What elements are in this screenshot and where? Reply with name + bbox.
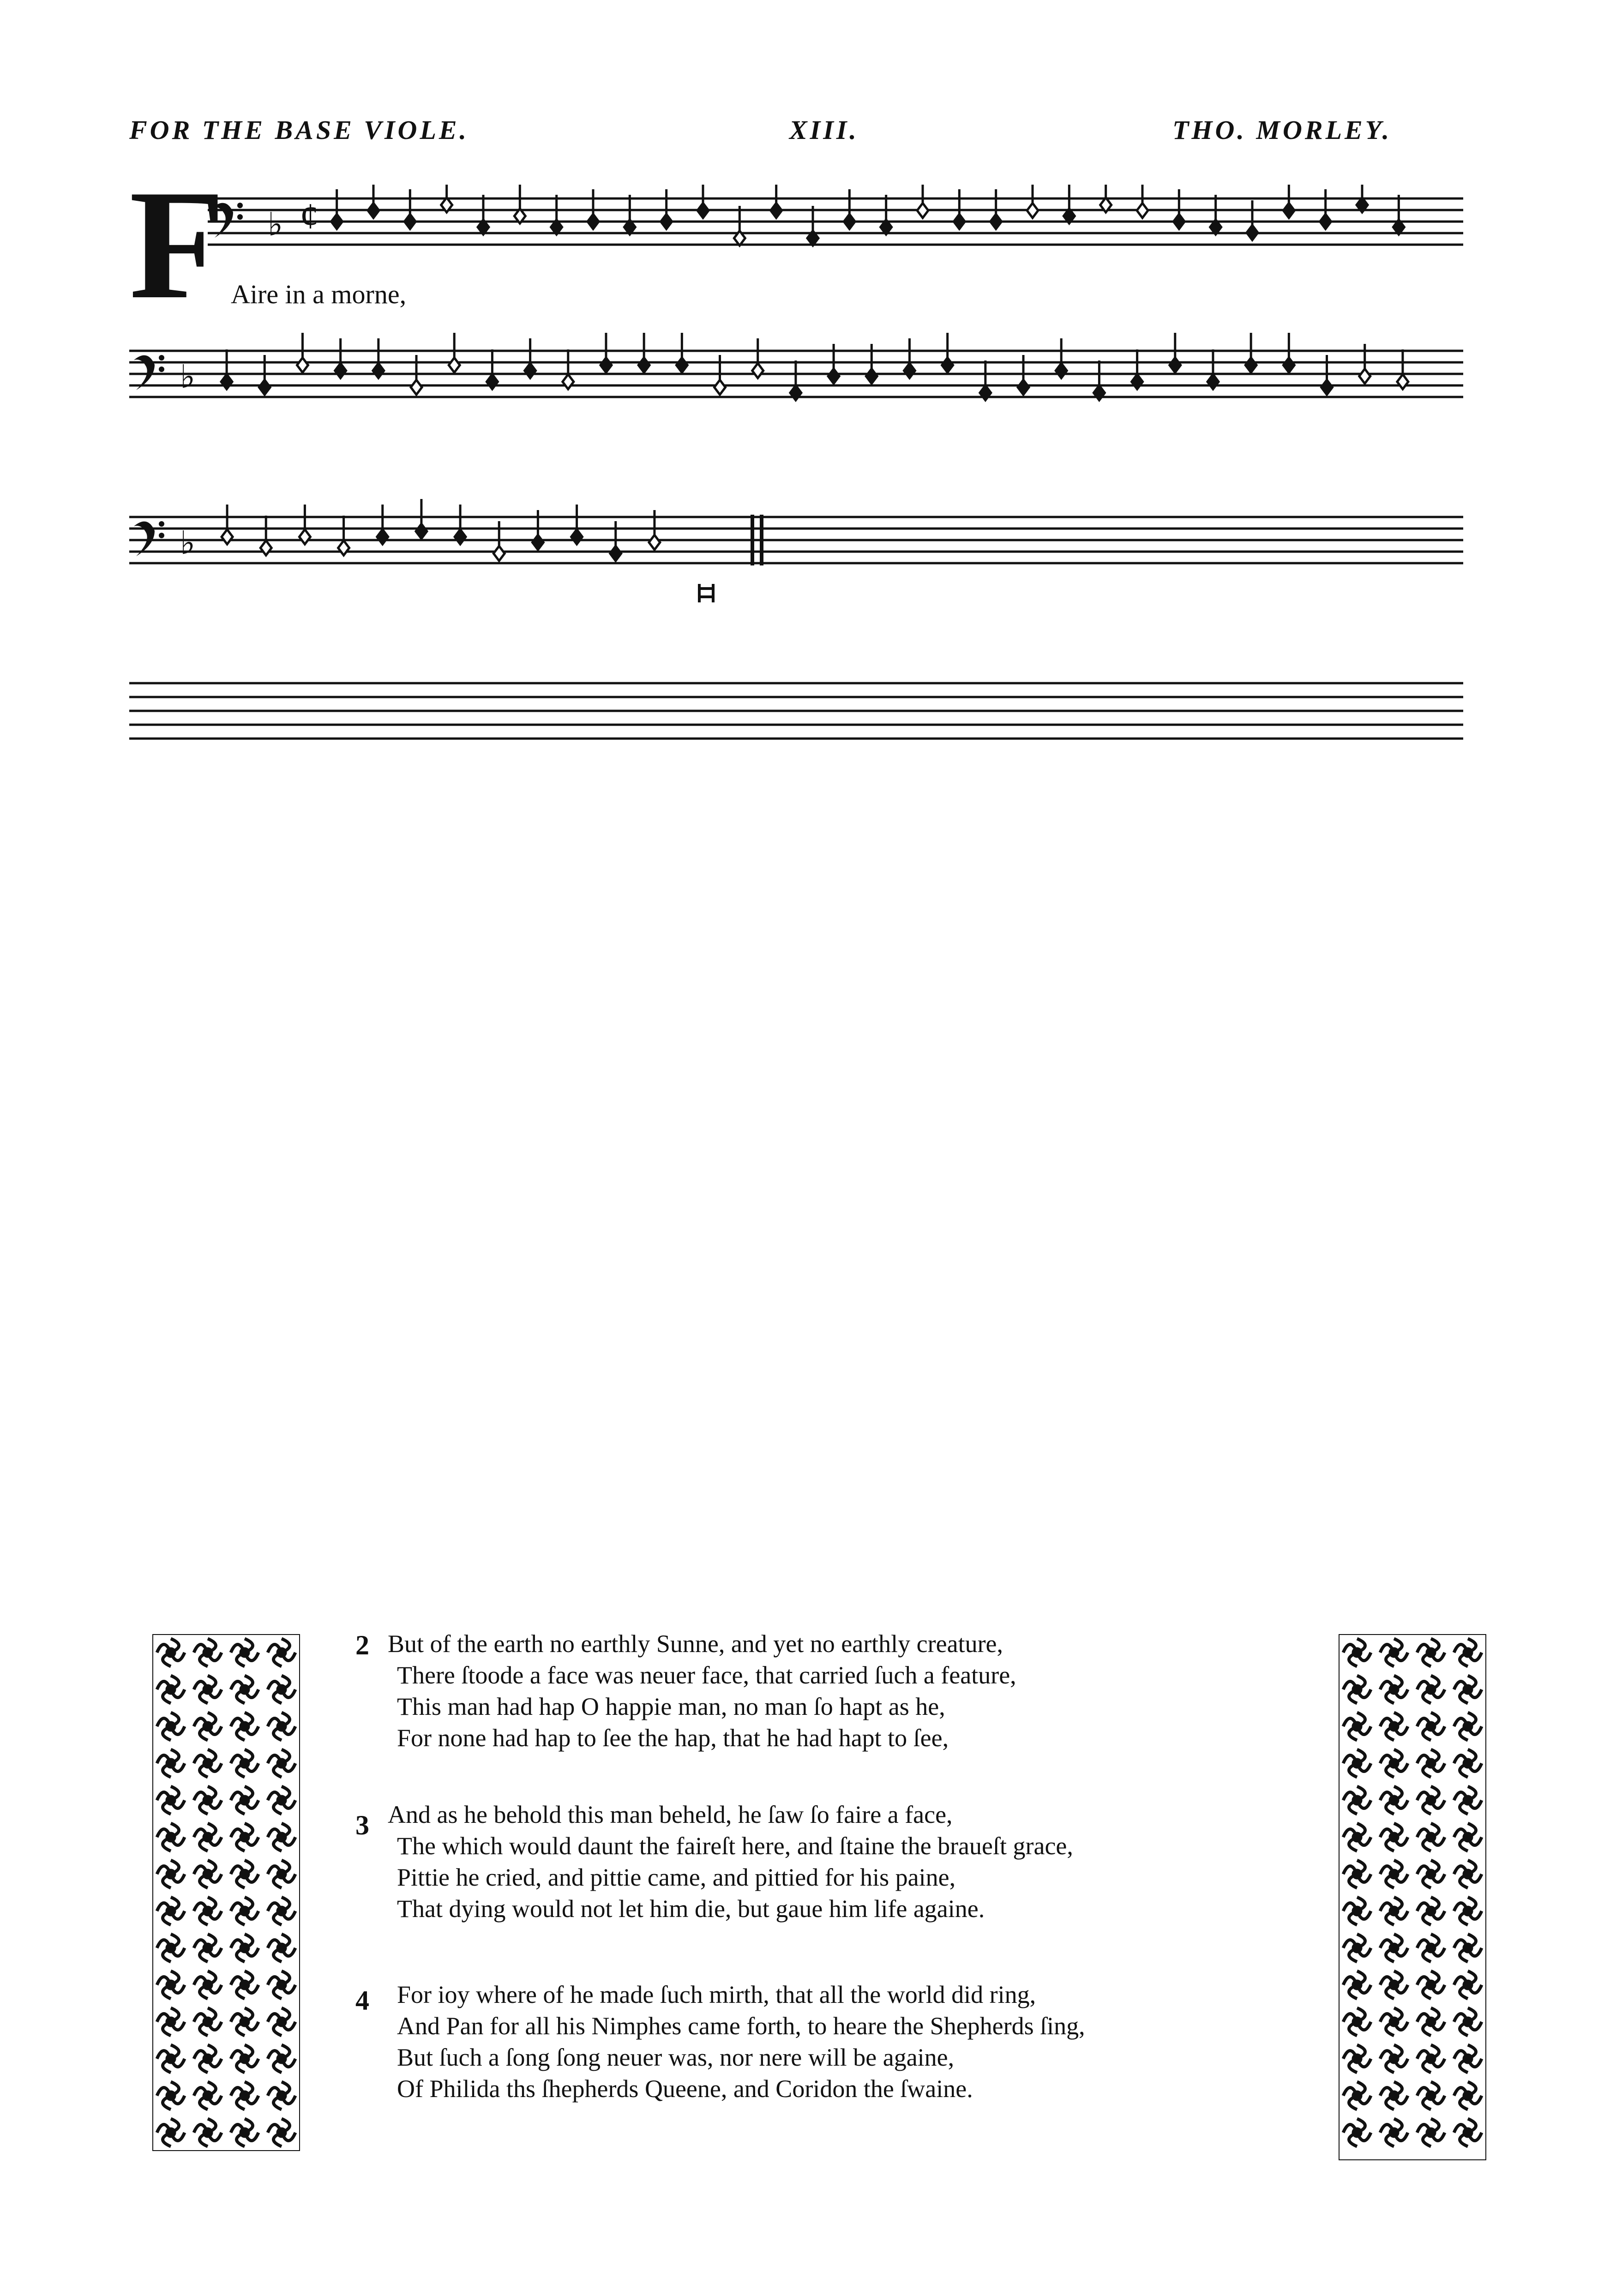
note-head bbox=[752, 338, 763, 378]
verse-number: 4 bbox=[355, 1985, 369, 2016]
note-head bbox=[1093, 361, 1105, 400]
note-head bbox=[416, 499, 427, 539]
music-staff-1 bbox=[208, 185, 1463, 277]
note-head bbox=[904, 338, 915, 378]
note-head bbox=[676, 333, 687, 373]
verse-line: But ſuch a ſong ſong neuer was, nor nere will be againe, bbox=[397, 2044, 955, 2071]
verse-line: This man had hap O happie man, no man ſo hapt as he, bbox=[397, 1693, 945, 1720]
note-head bbox=[299, 505, 310, 544]
final-long-note bbox=[699, 584, 713, 602]
note-head bbox=[697, 185, 709, 218]
note-head bbox=[221, 349, 232, 389]
verse-2 bbox=[355, 1629, 1325, 1777]
verse-line: For none had hap to ſee the hap, that he had hapt to ſee, bbox=[397, 1724, 949, 1752]
note-head bbox=[1207, 349, 1219, 389]
ornamental-border-left bbox=[152, 1634, 300, 2151]
note-head bbox=[525, 338, 536, 378]
verse-line: There ſtoode a face was neuer face, that carried ſuch a feature, bbox=[397, 1661, 1016, 1689]
note-head bbox=[377, 505, 388, 544]
drop-cap-initial: F bbox=[129, 157, 225, 331]
note-head bbox=[551, 195, 562, 234]
note-head bbox=[1245, 333, 1256, 373]
note-head bbox=[942, 333, 953, 373]
note-head bbox=[222, 505, 233, 544]
note-head bbox=[1063, 185, 1075, 223]
note-head bbox=[807, 206, 818, 246]
note-head bbox=[514, 185, 525, 223]
note-head bbox=[260, 516, 271, 555]
verse-line: But of the earth no earthly Sunne, and yet no earthly creature, bbox=[388, 1630, 1003, 1658]
note-head bbox=[771, 185, 782, 218]
verse-line: That dying would not let him die, but gaue him life againe. bbox=[397, 1895, 985, 1923]
verse-line: And as he behold this man beheld, he ſaw ſo faire a face, bbox=[388, 1801, 953, 1828]
note-head bbox=[1132, 349, 1143, 389]
note-head bbox=[373, 338, 384, 378]
ornamental-border-right bbox=[1339, 1634, 1486, 2160]
verse-line: Pittie he cried, and pittie came, and pittied for his paine, bbox=[397, 1863, 956, 1891]
header-part-name: FOR THE BASE VIOLE. bbox=[129, 115, 469, 145]
note-head bbox=[917, 185, 928, 218]
note-head bbox=[1137, 185, 1148, 218]
note-head bbox=[601, 333, 612, 373]
note-head bbox=[638, 333, 649, 373]
page-header bbox=[129, 114, 1472, 151]
svg-text:♭: ♭ bbox=[180, 360, 196, 395]
note-head bbox=[297, 333, 308, 373]
verse-4 bbox=[355, 1980, 1325, 2128]
note-head bbox=[1056, 338, 1067, 378]
note-head bbox=[1283, 333, 1294, 373]
svg-text:♭: ♭ bbox=[268, 207, 283, 243]
verse-number: 2 bbox=[355, 1630, 369, 1660]
svg-text:¢: ¢ bbox=[300, 196, 318, 237]
note-head bbox=[1283, 185, 1294, 218]
verse-line: For ioy where of he made ſuch mirth, that all the world did ring, bbox=[397, 1981, 1036, 2008]
note-head bbox=[790, 361, 801, 400]
svg-text:♭: ♭ bbox=[180, 526, 196, 561]
note-head bbox=[455, 505, 466, 544]
note-head bbox=[478, 195, 489, 234]
note-head bbox=[1397, 349, 1408, 389]
note-head bbox=[338, 516, 349, 555]
music-staff-2 bbox=[129, 332, 1463, 462]
note-head bbox=[980, 361, 991, 400]
empty-staff bbox=[129, 674, 1463, 766]
note-head bbox=[734, 206, 745, 246]
music-staff-3 bbox=[129, 499, 1463, 637]
note-head bbox=[1027, 185, 1038, 218]
note-head bbox=[449, 333, 460, 373]
verse-line: The which would daunt the faireſt here, and ſtaine the braueſt grace, bbox=[397, 1832, 1073, 1860]
note-head bbox=[881, 195, 892, 234]
note-head bbox=[571, 505, 583, 544]
note-head bbox=[368, 185, 379, 218]
note-head bbox=[624, 195, 635, 234]
verse-line: And Pan for all his Nimphes came forth, to heare the Shepherds ſing, bbox=[397, 2012, 1085, 2040]
note-head bbox=[563, 349, 574, 389]
verse-line: Of Philida ths ſhepherds Queene, and Coridon the ſwaine. bbox=[397, 2075, 973, 2103]
verse-3 bbox=[355, 1800, 1325, 1948]
header-number: XIII. bbox=[789, 115, 859, 145]
note-head bbox=[1393, 195, 1404, 234]
note-head bbox=[335, 338, 346, 378]
header-composer: THO. MORLEY. bbox=[1172, 115, 1392, 145]
note-head bbox=[1247, 200, 1258, 240]
verse-number: 3 bbox=[355, 1810, 369, 1840]
note-head bbox=[1210, 195, 1221, 234]
note-head bbox=[487, 349, 498, 389]
incipit-text: Aire in a morne, bbox=[231, 279, 407, 309]
note-head bbox=[1170, 333, 1181, 373]
